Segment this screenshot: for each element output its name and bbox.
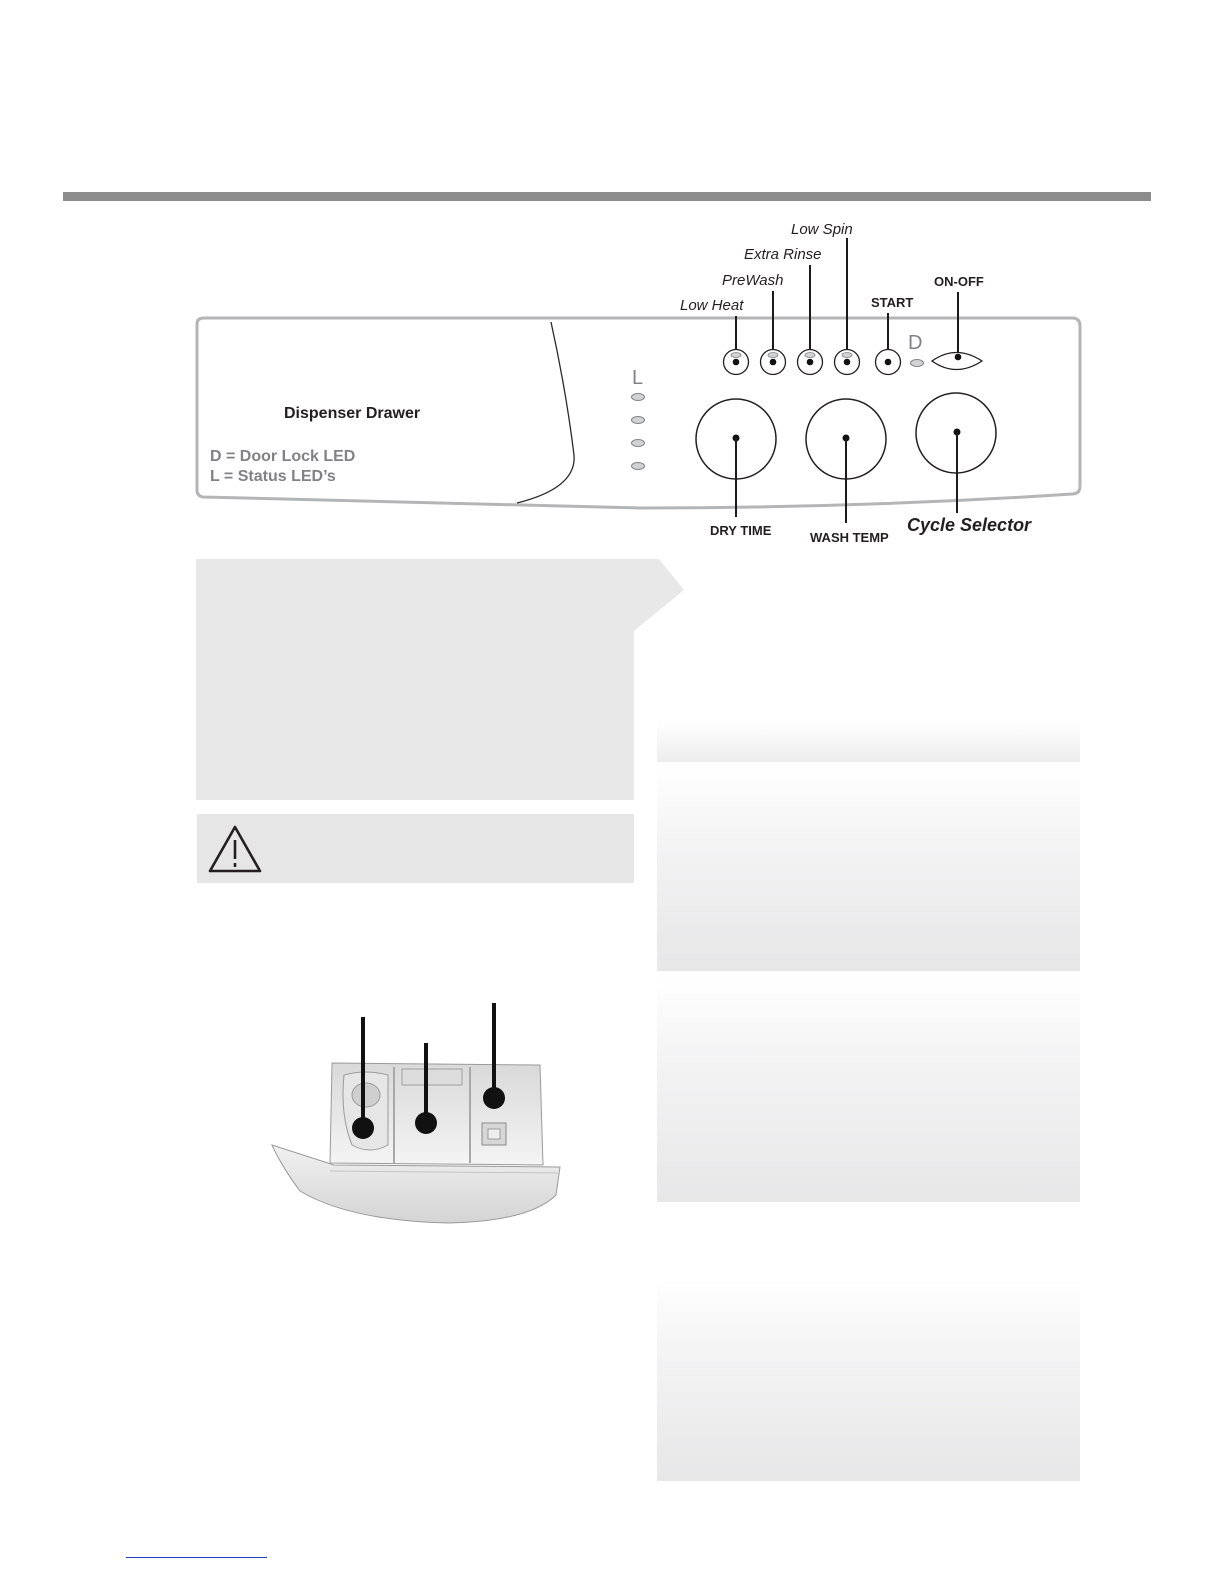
- start-label: START: [871, 295, 914, 310]
- dispenser-drawer-label: Dispenser Drawer: [284, 405, 421, 422]
- callout-arrow: [634, 559, 684, 631]
- door-lock-led-letter: D: [908, 332, 923, 354]
- on-off-label: ON-OFF: [934, 274, 984, 289]
- status-led-legend: L = Status LED’s: [210, 468, 336, 485]
- extra-rinse-label: Extra Rinse: [744, 246, 822, 263]
- info-panel-2: [657, 766, 1080, 971]
- status-led-letter: L: [632, 367, 644, 389]
- low-spin-button: [835, 238, 860, 375]
- low-spin-label: Low Spin: [791, 221, 853, 238]
- door-lock-led: [911, 360, 924, 367]
- dry-time-label: DRY TIME: [710, 523, 772, 538]
- low-heat-label: Low Heat: [680, 297, 744, 314]
- info-panel-4: [657, 1276, 1080, 1481]
- info-panel-1: [657, 722, 1080, 762]
- cycle-selector-label: Cycle Selector: [907, 515, 1032, 535]
- control-panel-diagram: [0, 0, 1224, 560]
- wash-temp-label: WASH TEMP: [810, 530, 889, 545]
- status-led-1: [632, 394, 645, 401]
- dispenser-drawer-illustration: [260, 995, 570, 1230]
- door-lock-legend: D = Door Lock LED: [210, 448, 356, 465]
- warning-box: [197, 814, 634, 883]
- warning-triangle-icon: [207, 823, 263, 875]
- info-panel-3: [657, 976, 1080, 1202]
- prewash-label: PreWash: [722, 272, 784, 289]
- status-led-4: [632, 463, 645, 470]
- info-callout-box: [196, 559, 634, 800]
- footer-link-underline[interactable]: [126, 1557, 267, 1558]
- status-led-3: [632, 440, 645, 447]
- status-led-2: [632, 417, 645, 424]
